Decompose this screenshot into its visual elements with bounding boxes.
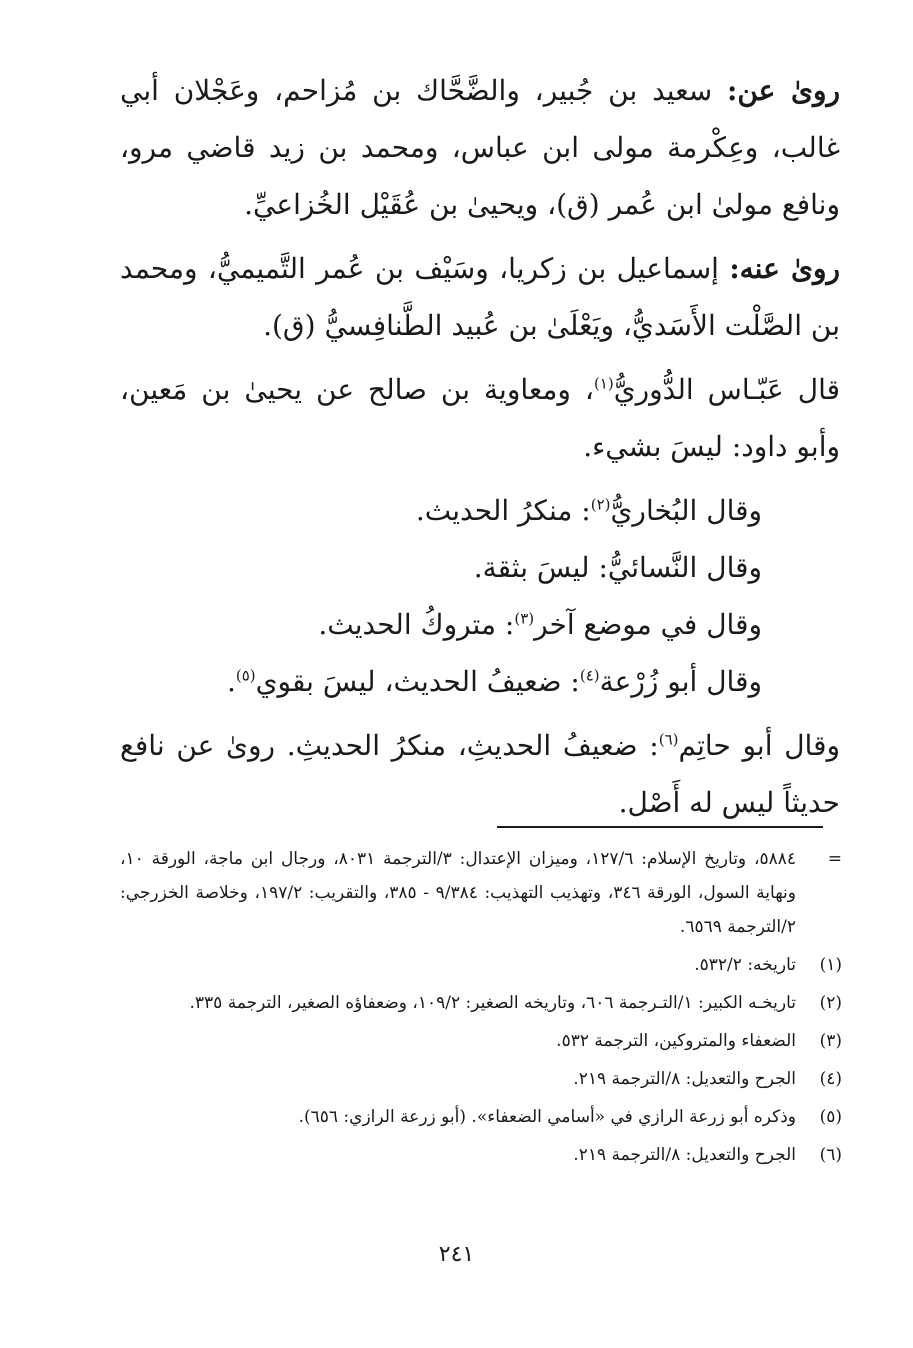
bukhari-text-after: : منكرُ الحديث. [415,494,591,527]
nasai-line [120,539,840,596]
abu-zura-text-after: . [226,665,236,698]
page-number: ٢٤١ [438,1242,475,1267]
other-place-text-before: وقال في موضع آخر [534,608,762,641]
dawri-paragraph [120,361,840,475]
footnote-1 [120,948,842,982]
footnote-mark: (٤) [819,1069,842,1089]
abu-zura-text-before: وقال أبو زُرْعة [599,665,762,698]
footnote-mark: (١) [819,955,842,975]
abu-hatim-text-before: وقال أبو حاتِم [678,729,840,762]
footnote-mark: (٣) [819,1031,842,1051]
bukhari-text-before: وقال البُخاريُّ [610,494,762,527]
footnote-6 [120,1138,842,1172]
dawri-text-after: ، ومعاوية بن صالح عن يحيىٰ بن مَعين، وأبو داود: ليسَ بشيء. [120,373,840,463]
footnote-text: تاريخه: ٥٣٢/٢. [694,955,796,975]
bukhari-line [120,482,840,539]
footnote-mark: = [827,849,842,869]
narrated-from-paragraph [120,62,840,233]
footnote-text: ٥٨٨٤، وتاريخ الإسلام: ١٢٧/٦، وميزان الإعتدال: ٣/الترجمة ٨٠٣١، ورجال ابن ماجة، الورقة ١٠، ونهاية السول، الورقة ٣٤٦، وتهذيب التهذيب: ٩/٣٨٤ - ٣٨٥، والتقريب: ١٩٧/٢، وخلاصة الخزرجي: ٢/الترجمة ٦٥٦٩. [120,849,796,937]
footnote-ref-5[interactable]: (٥) [235,666,256,685]
footnote-mark: (٥) [819,1107,842,1127]
main-text [120,62,840,838]
footnote-2 [120,986,842,1020]
footnote-mark: (٦) [819,1145,842,1165]
footnote-text: الجرح والتعديل: ٨/الترجمة ٢١٩. [573,1069,796,1089]
footnote-ref-4[interactable]: (٤) [579,666,600,685]
footnote-text: وذكره أبو زرعة الرازي في «أسامي الضعفاء». (أبو زرعة الرازي: ٦٥٦). [298,1107,796,1127]
footnote-5 [120,1100,842,1134]
narrated-by-text: إسماعيل بن زكريا، وسَيْف بن عُمر التَّميميُّ، ومحمد بن الصَّلْت الأَسَديُّ، ويَعْلَىٰ بن عُبيد الطَّنافِسيُّ (ق). [120,252,840,342]
other-place-line [120,596,840,653]
footnote-text: الجرح والتعديل: ٨/الترجمة ٢١٩. [573,1145,796,1165]
footnote-ref-3[interactable]: (٣) [514,609,535,628]
abu-hatim-text-after: : ضعيفُ الحديثِ، منكرُ الحديثِ. روىٰ عن نافع حديثاً ليس له أَصْل. [120,729,840,819]
footnote-3 [120,1024,842,1058]
narrated-by-label: روىٰ عنه: [729,252,840,285]
narrated-from-text: سعيد بن جُبير، والضَّحَّاك بن مُزاحم، وعَجْلان أبي غالب، وعِكْرمة مولى ابن عباس، ومحمد بن زيد قاضي مرو، ونافع مولىٰ ابن عُمر (ق)، ويحيىٰ بن عُقَيْل الخُزاعيِّ. [120,74,840,221]
footnote-text: تاريخـه الكبير: ١/التـرجمة ٦٠٦، وتاريخه الصغير: ١٠٩/٢، وضعفاؤه الصغير، الترجمة ٣٣٥. [189,993,796,1013]
footnote-continuation [120,842,842,944]
footnote-ref-2[interactable]: (٢) [590,495,611,514]
abu-zura-text-middle: : ضعيفُ الحديث، ليسَ بقوي [255,665,580,698]
other-place-text-after: : متروكُ الحديث. [318,608,515,641]
footnote-mark: (٢) [819,993,842,1013]
narrated-by-paragraph [120,240,840,354]
abu-zura-line [120,653,840,710]
footnote-text: الضعفاء والمتروكين، الترجمة ٥٣٢. [556,1031,796,1051]
dawri-text-before: قال عَبّـاس الدُّوريُّ [613,373,840,406]
narrated-from-label: روىٰ عن: [727,74,840,107]
footnote-ref-1[interactable]: (١) [593,374,614,393]
footnotes [120,842,842,1176]
footnote-ref-6[interactable]: (٦) [658,730,679,749]
abu-hatim-paragraph [120,717,840,831]
footnote-4 [120,1062,842,1096]
nasai-text: وقال النَّسائيُّ: ليسَ بثقة. [473,551,762,584]
footnote-separator [497,826,823,828]
